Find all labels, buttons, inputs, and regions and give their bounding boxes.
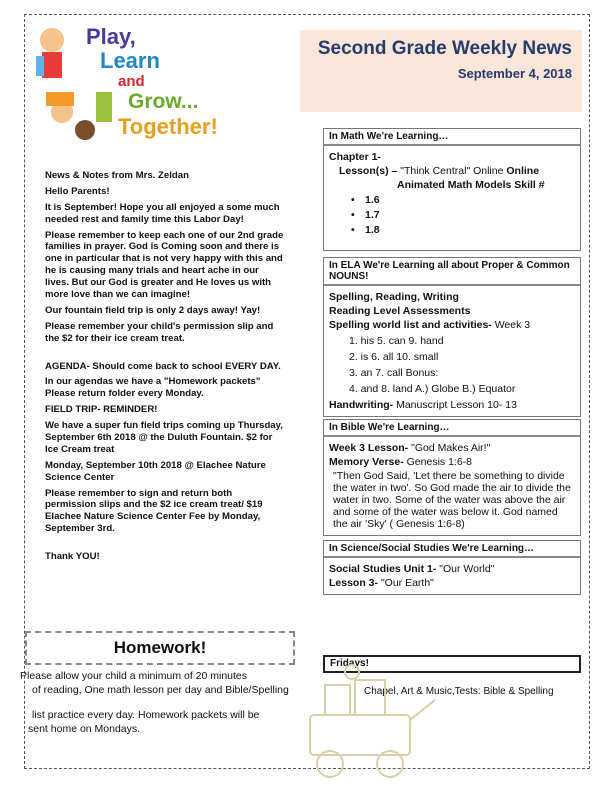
logo-text-4: Grow... [128,90,199,113]
homework-line: sent home on Mondays. [28,722,141,735]
ela-line: Reading Level Assessments [329,305,471,317]
math-lesson-value: "Think Central" Online [400,165,504,177]
homework-text [20,670,312,737]
notes-paragraph: Our fountain field trip is only 2 days away! Yay! [45,304,261,316]
science-heading: In Science/Social Studies We're Learning… [323,540,581,556]
homework-line: Please allow your child a minimum of 20 minutes [20,670,248,682]
bible-section [323,435,581,536]
handwriting-label: Handwriting- [329,399,394,411]
math-skill: • 1.6 [351,194,380,206]
bible-lesson-label: Week 3 Lesson- [329,442,409,454]
wagon-illustration [290,660,440,785]
math-skill: • 1.7 [351,209,380,221]
memory-verse-label: Memory Verse- [329,456,404,468]
memory-verse-value: Genesis 1:6-8 [406,456,473,468]
homework-line: of reading, One math lesson per day and Bible/Spelling [32,683,289,696]
notes-paragraph: Please remember to sign and return both permission slips and the $2 ice cream treat/ $19 Elachee Nature Science Center Fee by Monday, September 3rd. [45,487,263,535]
notes-paragraph: We have a super fun field trips coming up Thursday, September 6th 2018 @ the Duluth Fountain. $2 for Ice Cream treat [45,420,283,455]
spelling-row: 4. and 8. land A.) Globe B.) Equator [349,383,516,395]
ela-heading: In ELA We're Learning all about Proper & Common NOUNS! [323,257,581,284]
notes-paragraph: It is September! Hope you all enjoyed a some much needed rest and family time this Labor Day! [45,201,280,225]
math-section: Chapter 1- Lesson(s) – "Think Central" Online Online Animated Math Models Skill # • 1.6 • 1.7 • 1.8 [323,144,581,251]
ela-spelling-value: Week 3 [494,319,531,331]
memory-verse-text: "Then God Said, 'Let there be something to divide the water in two'. So God made the air to divide the water in two. Some of the water was above the air and some of the water was below it. God named the air 'Sky' ( Genesis 1:6-8) [333,470,571,530]
ss-unit-label: Social Studies Unit 1- [329,563,437,575]
learning-column [323,128,581,595]
notes-paragraph: FIELD TRIP- REMINDER! [45,404,158,416]
spelling-row: 1. his 5. can 9. hand [349,335,444,347]
notes-paragraph: AGENDA- Should come back to school EVERY DAY. [45,360,281,372]
ela-line: Spelling, Reading, Writing [329,291,459,303]
fridays-heading: Fridays! [323,655,581,673]
notes-paragraph: Please remember your child's permission slip and the $2 for their ice cream treat. [45,320,274,344]
notes-thanks: Thank YOU! [45,551,100,563]
math-heading: In Math We're Learning… [323,128,581,144]
logo-text-1: Play, [86,24,136,49]
notes-paragraph: In our agendas we have a "Homework packets" Please return folder every Monday. [45,376,261,400]
news-notes [45,170,285,567]
math-lesson-label: Lesson(s) – [339,165,398,177]
notes-greeting: Hello Parents! [45,185,110,197]
handwriting-value: Manuscript Lesson 10- 13 [396,399,517,411]
logo-text-2: Learn [100,48,160,73]
newsletter-title: Second Grade Weekly News [317,38,572,59]
notes-heading: News & Notes from Mrs. Zeldan [45,170,189,181]
homework-title: Homework! [113,638,207,657]
logo-text-5: Together! [118,114,218,139]
play-learn-grow-logo [30,22,245,150]
spelling-row: 3. an 7. call Bonus: [349,367,439,379]
ss-lesson-value: "Our Earth" [380,577,434,589]
spelling-row: 2. is 6. all 10. small [349,351,439,363]
newsletter-header [300,30,582,112]
homework-box [25,631,295,665]
ss-lesson-label: Lesson 3- [329,577,379,589]
ela-section [323,284,581,417]
bible-heading: In Bible We're Learning… [323,419,581,435]
bible-lesson-value: "God Makes Air!" [411,442,491,454]
notes-paragraph: Please remember to keep each one of our 2nd grade families in prayer. God is Coming soon and there is one in particular that is not very happy with this and he is causing many trials and heart ache in our lives. But our God is greater and He loves us with more love than we can imagine! [45,229,284,301]
science-section [323,556,581,595]
logo-text-3: and [118,73,145,90]
fridays-text: Chapel, Art & Music,Tests: Bible & Spelling [364,686,554,697]
notes-paragraph: Monday, September 10th 2018 @ Elachee Nature Science Center [45,459,266,483]
homework-line: list practice every day. Homework packets will be [32,709,260,722]
math-lesson-line2: Animated Math Models Skill # [397,179,545,191]
math-skill: • 1.8 [351,224,380,236]
ss-unit-value: "Our World" [439,563,495,575]
ela-spelling-label: Spelling world list and activities- [329,319,492,331]
math-chapter: Chapter 1- [329,151,381,163]
newsletter-date: September 4, 2018 [457,66,572,81]
